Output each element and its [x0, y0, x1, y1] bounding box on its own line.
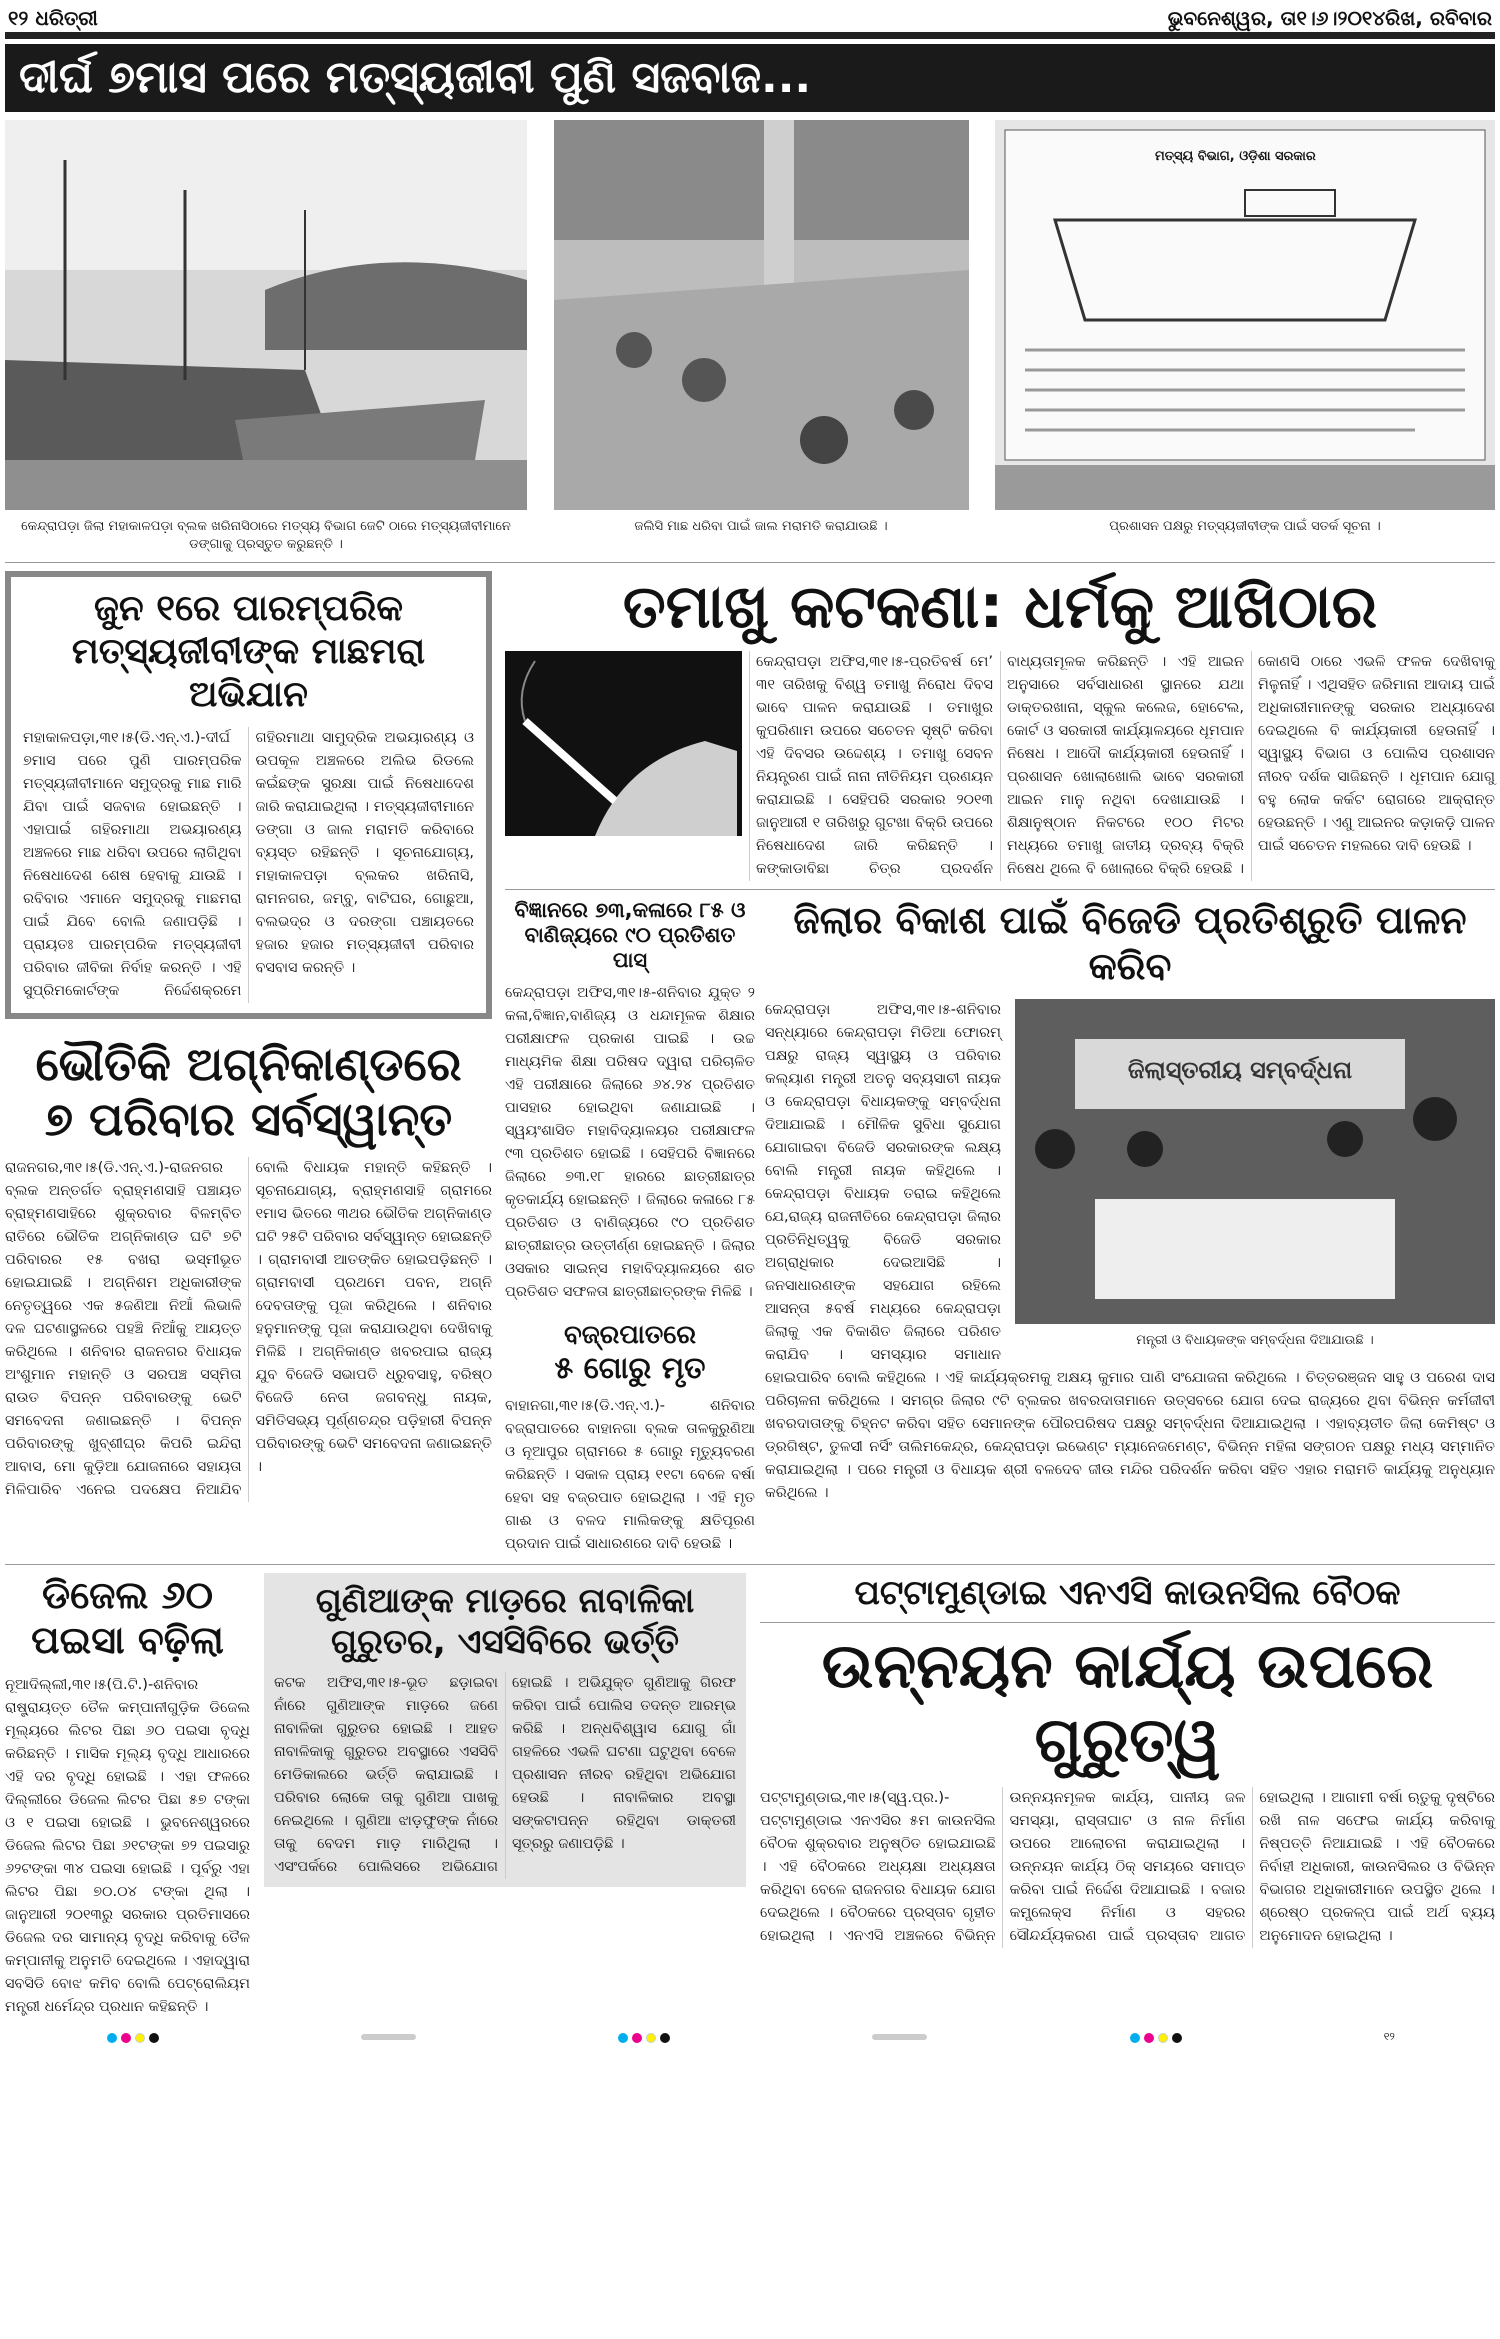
photo-net-repair: [554, 120, 969, 510]
article-body: ପଟ୍ଟାମୁଣ୍ଡାଇ,୩୧।୫(ସ୍ୱ.ପ୍ର.)-ପଟ୍ଟାମୁଣ୍ଡାଇ ଏନଏସିର ୫ମ କାଉନସିଲ ବୈଠକ ଶୁକ୍ରବାର ଅନୁଷ୍ଠିତ ହୋଇଯାଇଛି । ଏହି ବୈଠକରେ ଅଧ୍ୟକ୍ଷା ଅଧ୍ୟକ୍ଷତା କରିଥିବା ବେଳେ ରାଜନଗର ବିଧାୟକ ଯୋଗ ଦେଇଥିଲେ । ବୈଠକରେ ପ୍ରସ୍ତାବ ଗୃହୀତ ହୋଇଥିଲା । ଏନଏସି ଅଞ୍ଚଳରେ ବିଭିନ୍ନ ଉନ୍ନୟନମୂଳକ କାର୍ଯ୍ୟ, ପାନୀୟ ଜଳ ସମସ୍ୟା, ରାସ୍ତାଘାଟ ଓ ନାଳ ନିର୍ମାଣ ଉପରେ ଆଲୋଚନା କରାଯାଇଥିଲା । ଉନ୍ନୟନ କାର୍ଯ୍ୟ ଠିକ୍ ସମୟରେ ସମାପ୍ତ କରିବା ପାଇଁ ନିର୍ଦ୍ଦେଶ ଦିଆଯାଇଛି । ବଜାର କମ୍ପ୍ଲେକ୍ସ ନିର୍ମାଣ ଓ ସହରର ସୌନ୍ଦର୍ଯ୍ୟକରଣ ପାଇଁ ପ୍ରସ୍ତାବ ଆଗତ ହୋଇଥିଲା । ଆଗାମୀ ବର୍ଷା ଋତୁକୁ ଦୃଷ୍ଟିରେ ରଖି ନାଳ ସଫେଇ କାର୍ଯ୍ୟ କରିବାକୁ ନିଷ୍ପତ୍ତି ନିଆଯାଇଛି । ଏହି ବୈଠକରେ ନିର୍ବାହୀ ଅଧିକାରୀ, କାଉନସିଲର ଓ ବିଭିନ୍ନ ବିଭାଗର ଅଧିକାରୀମାନେ ଉପସ୍ଥିତ ଥିଲେ । ଶ୍ରେଷ୍ଠ ପ୍ରକଳ୍ପ ପାଇଁ ଅର୍ଥ ବ୍ୟୟ ଅନୁମୋଦନ ହୋଇଥିଲା ।: [760, 1790, 1495, 1945]
article-tobacco: [505, 571, 1495, 881]
boats-image: [5, 120, 527, 510]
article-exam: [505, 898, 755, 1304]
article-body: କେନ୍ଦ୍ରାପଡ଼ା ଅଫିସ,୩୧।୫-ଶନିବାର ଯୁକ୍ତ ୨ କଳା,ବିଜ୍ଞାନ,ବାଣିଜ୍ୟ ଓ ଧନ୍ଦାମୂଳକ ଶିକ୍ଷାର ପରୀକ୍ଷାଫଳ ପ୍ରକାଶ ପାଇଛି । ଉଚ୍ଚ ମାଧ୍ୟମିକ ଶିକ୍ଷା ପରିଷଦ ଦ୍ୱାରା ପରିଚାଳିତ ଏହି ପରୀକ୍ଷାରେ ଜିଲାରେ ୬୪.୨୪ ପ୍ରତିଶତ ପାସହାର ହୋଇଥିବା ଜଣାଯାଇଛି । ସ୍ୱୟଂଶାସିତ ମହାବିଦ୍ୟାଳୟର ପରୀକ୍ଷାଫଳ ୯୩ ପ୍ରତିଶତ ହୋଇଛି । ସେହିପରି ବିଜ୍ଞାନରେ ଜିଲାରେ ୭୩.୧୮ ହାରରେ ଛାତ୍ରୀଛାତ୍ର କୃତକାର୍ଯ୍ୟ ହୋଇଛନ୍ତି । ଜିଲାରେ କଳାରେ ୮୫ ପ୍ରତିଶତ ଓ ବାଣିଜ୍ୟରେ ୯୦ ପ୍ରତିଶତ ଛାତ୍ରୀଛାତ୍ର ଉତ୍ତୀର୍ଣ୍ଣ ହୋଇଛନ୍ତି । ଜିଲାର ଓସକାର ସାଇନ୍ସ ମହାବିଦ୍ୟାଳୟରେ ଶତ ପ୍ରତିଶତ ସଫଳତା ଛାତ୍ରୀଛାତ୍ରଙ୍କ ମିଳିଛି ।: [505, 984, 755, 1300]
divider: [5, 1564, 1495, 1565]
article-body: ମହାକାଳପଡ଼ା,୩୧।୫(ଡି.ଏନ୍.ଏ.)-ଦୀର୍ଘ ୭ମାସ ପରେ ପୁଣି ପାରମ୍ପରିକ ମତ୍ସ୍ୟଜୀବୀମାନେ ସମୁଦ୍ରକୁ ମାଛ ମାରି ଯିବା ପାଇଁ ସଜବାଜ ହୋଇଛନ୍ତି । ଏହାପାଇଁ ଗହିରମାଥା ଅଭୟାରଣ୍ୟ ଅଞ୍ଚଳରେ ମାଛ ଧରିବା ଉପରେ ଲାଗିଥିବା ନିଷେଧାଦେଶ ଶେଷ ହେବାକୁ ଯାଉଛି । ରବିବାର ଏମାନେ ସମୁଦ୍ରକୁ ମାଛମରା ପାଇଁ ଯିବେ ବୋଲି ଜଣାପଡ଼ିଛି । ପ୍ରାୟତଃ ପାରମ୍ପରିକ ମତ୍ସ୍ୟଜୀବୀ ପରିବାର ଜୀବିକା ନିର୍ବାହ କରନ୍ତି । ଏହି ସୁପ୍ରିମକୋର୍ଟଙ୍କ ନିର୍ଦ୍ଦେଶକ୍ରମେ ଗହିରମାଥା ସାମୁଦ୍ରିକ ଅଭୟାରଣ୍ୟ ଓ ଉପକୂଳ ଅଞ୍ଚଳରେ ଅଲିଭ ରିଡଲେ କଇଁଛଙ୍କ ସୁରକ୍ଷା ପାଇଁ ନିଷେଧାଦେଶ ଜାରି କରାଯାଇଥିଲା । ମତ୍ସ୍ୟଜୀବୀମାନେ ଡଙ୍ଗା ଓ ଜାଲ ମରାମତି କରିବାରେ ବ୍ୟସ୍ତ ରହିଛନ୍ତି । ସୂଚନାଯୋଗ୍ୟ, ମହାକାଳପଡ଼ା ବ୍ଲକର ଖରିନାସି, ରାମନଗର, ଜମ୍ବୁ, ବାଟିଘର, ଗୋଛୁଆ, ବଲଭଦ୍ର ଓ ଦରଙ୍ଗା ପଞ୍ଚାୟତରେ ହଜାର ହଜାର ମତ୍ସ୍ୟଜୀବୀ ପରିବାର ବସବାସ କରନ୍ତି ।: [23, 729, 474, 999]
cigarette-image: [505, 651, 737, 836]
register-bar: [361, 2034, 416, 2040]
headline: ଭୌତିକି ଅଗ୍ନିକାଣ୍ଡରେ: [35, 1036, 462, 1091]
kicker: ପଟ୍ଟାମୁଣ୍ଡାଇ ଏନଏସି କାଉନସିଲ ବୈଠକ: [760, 1573, 1495, 1623]
color-registration-marks: [616, 2028, 672, 2047]
color-registration-marks: [105, 2028, 161, 2047]
headline: ଡିଜେଲ ୬୦: [41, 1572, 214, 1617]
header-rule: [5, 32, 1495, 39]
article-fishing: [5, 571, 492, 1019]
dateline: ଭୁବନେଶ୍ୱର, ତା୧।୬।୨୦୧୪ରିଖ, ରବିବାର: [1167, 6, 1492, 30]
photo-fishing-boats: [5, 120, 527, 510]
banner-headline: ଦୀର୍ଘ ୭ମାସ ପରେ ମତ୍ସ୍ୟଜୀବୀ ପୁଣି ସଜବାଜ...: [5, 44, 1495, 112]
photo-caption: ମନ୍ତ୍ରୀ ଓ ବିଧାୟକଙ୍କ ସମ୍ବର୍ଦ୍ଧନା ଦିଆଯାଉଛି ।: [1136, 1333, 1374, 1349]
lower-right-band: [505, 898, 1495, 1556]
page-number: ୧୨: [1383, 2030, 1395, 2044]
headline: ଗୁଣିଆଙ୍କ ମାଡ଼ରେ ନାବାଳିକା: [315, 1580, 695, 1621]
headline: ତମାଖୁ କଟକଣା: ଧର୍ମକୁ ଆଖିଠାର: [622, 572, 1378, 642]
photo-warning-sign: [995, 120, 1495, 510]
color-registration-marks: [1128, 2028, 1184, 2047]
sign-title: ମତ୍ସ୍ୟ ବିଭାଗ, ଓଡ଼ିଶା ସରକାର: [1155, 149, 1316, 164]
net-repair-image: [554, 120, 969, 510]
headline: ମତ୍ସ୍ୟଜୀବୀଙ୍କ ମାଛମରା ଅଭିଯାନ: [71, 631, 426, 716]
photo-caption: ପ୍ରଶାସନ ପକ୍ଷରୁ ମତ୍ସ୍ୟଜୀବୀଙ୍କ ପାଇଁ ସତର୍କ ସୂଚନା ।: [1109, 519, 1381, 534]
photo-block: [5, 120, 527, 554]
article-diesel: [5, 1573, 250, 2019]
article-body-wrap: [505, 651, 1495, 881]
headline: ବିଜ୍ଞାନରେ ୭୩,କଳାରେ ୮୫ ଓ ବାଣିଜ୍ୟରେ ୯୦ ପ୍ରତିଶତ ପାସ୍: [514, 898, 746, 973]
felicitation-image: [1015, 999, 1495, 1324]
article-body: କଟକ ଅଫିସ,୩୧।୫-ଭୂତ ଛଡ଼ାଇବା ନାଁରେ ଗୁଣିଆଙ୍କ ମାଡ଼ରେ ଜଣେ ନାବାଳିକା ଗୁରୁତର ହୋଇଛି । ଆହତ ନାବାଳିକାକୁ ଗୁରୁତର ଅବସ୍ଥାରେ ଏସସିବି ମେଡିକାଲରେ ଭର୍ତ୍ତି କରାଯାଇଛି । ପରିବାର ଲୋକେ ତାକୁ ଗୁଣିଆ ପାଖକୁ ନେଇଥିଲେ । ଗୁଣିଆ ଝାଡ଼ଫୁଙ୍କ ନାଁରେ ତାକୁ ବେଦମ ମାଡ଼ ମାରିଥିଲା । ଏସଂପର୍କରେ ପୋଲିସରେ ଅଭିଯୋଗ ହୋଇଛି । ଅଭିଯୁକ୍ତ ଗୁଣିଆକୁ ଗିରଫ କରିବା ପାଇଁ ପୋଲିସ ତଦନ୍ତ ଆରମ୍ଭ କରିଛି । ଅନ୍ଧବିଶ୍ୱାସ ଯୋଗୁ ଗାଁ ଗହଳିରେ ଏଭଳି ଘଟଣା ଘଟୁଥିବା ବେଳେ ପ୍ରଶାସନ ନୀରବ ରହିଥିବା ଅଭିଯୋଗ ହେଉଛି । ନାବାଳିକାର ଅବସ୍ଥା ସଙ୍କଟାପନ୍ନ ରହିଥିବା ଡାକ୍ତରୀ ସୂତ୍ରରୁ ଜଣାପଡ଼ିଛି ।: [274, 1675, 736, 1876]
headline: ପଇସା ବଢ଼ିଲା: [31, 1618, 224, 1663]
headline: ବଜ୍ରପାତରେ: [563, 1319, 697, 1350]
article-nac: [760, 1573, 1495, 1949]
sign-image: [995, 120, 1495, 510]
photo-block: [554, 120, 969, 554]
bjd-photo-block: [1015, 999, 1495, 1350]
article-bjd: [765, 898, 1495, 1505]
bjd-photo: [1015, 999, 1495, 1324]
cigarette-photo: [505, 651, 742, 836]
article-minor: [264, 1573, 746, 1888]
article-body: ବାହାନଗା,୩୧।୫(ଡି.ଏନ୍.ଏ.)- ଶନିବାର ବଜ୍ରାପାତରେ ବାହାନଗା ବ୍ଲକ ତାଳକୁରୁଣିଆ ଓ ନୂଆପୁର ଗ୍ରାମରେ ୫ ଗୋରୁ ମୃତ୍ୟୁବରଣ କରିଛନ୍ତି । ସକାଳ ପ୍ରାୟ ୧୧ଟା ବେଳେ ବର୍ଷା ହେବା ସହ ବଜ୍ରପାତ ହୋଇଥିଲା । ଏହି ମୃତ ଗାଈ ଓ ବଳଦ ମାଲିକଙ୍କୁ କ୍ଷତିପୂରଣ ପ୍ରଦାନ ପାଇଁ ସାଧାରଣରେ ଦାବି ହେଉଛି ।: [505, 1397, 755, 1552]
headline: ଜୁନ ୧ରେ ପାରମ୍ପରିକ: [94, 588, 403, 629]
photo-caption: କେନ୍ଦ୍ରାପଡ଼ା ଜିଲା ମହାକାଳପଡ଼ା ବ୍ଲକ ଖରିନାସିଠାରେ ମତ୍ସ୍ୟ ବିଭାଗ ଜେଟି ଠାରେ ମତ୍ସ୍ୟଜୀବୀମାନେ ଡଙ୍ଗାକୁ ପ୍ରସ୍ତୁତ କରୁଛନ୍ତି ।: [21, 519, 511, 552]
article-body: ନୂଆଦିଲ୍ଲୀ,୩୧।୫(ପି.ଟି.)-ଶନିବାର ରାଷ୍ଟ୍ରାୟତ୍ତ ତୈଳ କମ୍ପାନୀଗୁଡ଼ିକ ଡିଜେଲ ମୂଲ୍ୟରେ ଲିଟର ପିଛା ୬୦ ପଇସା ବୃଦ୍ଧି କରିଛନ୍ତି । ମାସିକ ମୂଲ୍ୟ ବୃଦ୍ଧି ଆଧାରରେ ଏହି ଦର ବୃଦ୍ଧି ହୋଇଛି । ଏହା ଫଳରେ ଦିଲ୍ଲୀରେ ଡିଜେଲ ଲିଟର ପିଛା ୫୭ ଟଙ୍କା ଓ ୧ ପଇସା ହୋଇଛି । ଭୁବନେଶ୍ୱରରେ ଡିଜେଲ ଲିଟର ପିଛା ୬୧ଟଙ୍କା ୭୨ ପଇସାରୁ ୬୨ଟଙ୍କା ୩୪ ପଇସା ହୋଇଛି । ପୂର୍ବରୁ ଏହା ଲିଟର ପିଛା ୭୦.୦୪ ଟଙ୍କା ଥିଲା । ଜାନୁଆରୀ ୨୦୧୩ରୁ ସରକାର ପ୍ରତିମାସରେ ଡିଜେଲ ଦର ସାମାନ୍ୟ ବୃଦ୍ଧି କରିବାକୁ ତୈଳ କମ୍ପାନୀକୁ ଅନୁମତି ଦେଇଥିଲେ । ଏହାଦ୍ୱାରା ସବସିଡି ବୋଝ କମିବ ବୋଲି ପେଟ୍ରୋଲିୟମ ମନ୍ତ୍ରୀ ଧର୍ମେନ୍ଦ୍ର ପ୍ରଧାନ କହିଛନ୍ତି ।: [5, 1676, 250, 2015]
article-body: ରାଜନଗର,୩୧।୫(ଡି.ଏନ୍.ଏ.)-ରାଜନଗର ବ୍ଲକ ଅନ୍ତର୍ଗତ ବ୍ରାହ୍ମଣସାହି ପଞ୍ଚାୟତ ବ୍ରାହ୍ମଣସାହିରେ ଶୁକ୍ରବାର ବିଳମ୍ବିତ ରାତିରେ ଭୌତିକ ଅଗ୍ନିକାଣ୍ଡ ଘଟି ୭ଟି ପରିବାରର ୧୫ ବଖରା ଭସ୍ମୀଭୂତ ହୋଇଯାଇଛି । ଅଗ୍ନିଶମ ଅଧିକାରୀଙ୍କ ନେତୃତ୍ୱରେ ଏକ ୫ଜଣିଆ ନିଆଁ ଲିଭାଳି ଦଳ ଘଟଣାସ୍ଥଳରେ ପହଞ୍ଚି ନିଆଁକୁ ଆୟତ୍ତ କରିଥିଲେ । ଶନିବାର ରାଜନଗର ବିଧାୟକ ଅଂଶୁମାନ ମହାନ୍ତି ଓ ସରପଞ୍ଚ ସସ୍ମିତା ରାଉତ ବିପନ୍ନ ପରିବାରଙ୍କୁ ଭେଟି ସମବେଦନା ଜଣାଇଛନ୍ତି । ବିପନ୍ନ ପରିବାରଙ୍କୁ ଖୁବ୍‌ଶୀଘ୍ର କିପରି ଇନ୍ଦିରା ଆବାସ, ମୋ କୁଡ଼ିଆ ଯୋଜନାରେ ସହାୟତା ମିଳିପାରିବ ଏନେଇ ପଦକ୍ଷେପ ନିଆଯିବ ବୋଲି ବିଧାୟକ ମହାନ୍ତି କହିଛନ୍ତି । ସୂଚନାଯୋଗ୍ୟ, ବ୍ରାହ୍ମଣସାହି ଗ୍ରାମରେ ୧ମାସ ଭିତରେ ୩ଥର ଭୌତିକ ଅଗ୍ନିକାଣ୍ଡ ଘଟି ୨୫ଟି ପରିବାର ସର୍ବସ୍ୱାନ୍ତ ହୋଇଛନ୍ତି । ଗ୍ରାମବାସୀ ଆତଙ୍କିତ ହୋଇପଡ଼ିଛନ୍ତି । ଗ୍ରାମବାସୀ ପ୍ରଥମେ ପବନ, ଅଗ୍ନି ଦେବତାଙ୍କୁ ପୂଜା କରିଥିଲେ । ଶନିବାର ହନୁମାନଙ୍କୁ ପୂଜା କରାଯାଉଥିବା ଦେଖିବାକୁ ମିଳିଛି । ଅଗ୍ନିକାଣ୍ଡ ଖବରପାଇ ରାଜ୍ୟ ଯୁବ ବିଜେଡି ସଭାପତି ଧ୍ରୁବସାହୁ, ବରିଷ୍ଠ ବିଜେଡି ନେତା ଜଗବନ୍ଧୁ ନାୟକ, ସମିତିସଭ୍ୟ ପୂର୍ଣ୍ଣଚନ୍ଦ୍ର ପଡ଼ିହାରୀ ବିପନ୍ନ ପରିବାରଙ୍କୁ ଭେଟି ସମବେଦନା ଜଣାଇଛନ୍ତି ।: [5, 1159, 492, 1498]
footer: [5, 2027, 1495, 2048]
bottom-band: [5, 1573, 1495, 2019]
page-header: [5, 0, 1495, 32]
photo-block: [995, 120, 1495, 554]
photo-banner-text: ଜିଲାସ୍ତରୀୟ ସମ୍ବର୍ଦ୍ଧନା: [1127, 1056, 1353, 1085]
article-lightning: [505, 1320, 755, 1556]
article-fire: [5, 1037, 492, 1502]
headline: ୭ ପରିବାର ସର୍ବସ୍ୱାନ୍ତ: [44, 1091, 453, 1146]
exam-column: [505, 898, 755, 1556]
page-label: ୧୨ ଧରିତ୍ରୀ: [8, 6, 98, 30]
article-body: କେନ୍ଦ୍ରାପଡ଼ା ଅଫିସ,୩୧।୫-ପ୍ରତିବର୍ଷ ମେ’ ୩୧ ତାରିଖକୁ ବିଶ୍ୱ ତମାଖୁ ନିରୋଧ ଦିବସ ଭାବେ ପାଳନ କରାଯାଉଛି । ତମାଖୁର କୁପରିଣାମ ଉପରେ ସଚେତନ ସୃଷ୍ଟି କରିବା ଏହି ଦିବସର ଉଦ୍ଦେଶ୍ୟ । ତମାଖୁ ସେବନ ନିୟନ୍ତ୍ରଣ ପାଇଁ ନାନା ନୀତିନିୟମ ପ୍ରଣୟନ କରାଯାଇଛି । ସେହିପରି ସରକାର ୨୦୧୩ ଜାନୁଆରୀ ୧ ତାରିଖରୁ ଗୁଟଖା ବିକ୍ରି ଉପରେ ନିଷେଧାଦେଶ ଜାରି କରିଛନ୍ତି । କଙ୍କାଡାବିଛା ଚିତ୍ର ପ୍ରଦର୍ଶନ ବାଧ୍ୟତାମୂଳକ କରିଛନ୍ତି । ଏହି ଆଇନ ଅନୁସାରେ ସର୍ବସାଧାରଣ ସ୍ଥାନରେ ଯଥା ଡାକ୍ତରଖାନା, ସ୍କୁଲ କଲେଜ, ହୋଟେଲ, କୋର୍ଟ ଓ ସରକାରୀ କାର୍ଯ୍ୟାଳୟରେ ଧୂମପାନ ନିଷେଧ । ଆଦୌ କାର୍ଯ୍ୟକାରୀ ହେଉନାହିଁ । ପ୍ରଶାସନ ଖୋଲାଖୋଲି ଭାବେ ସରକାରୀ ଆଇନ ମାନୁ ନଥିବା ଦେଖାଯାଉଛି । ଶିକ୍ଷାନୁଷ୍ଠାନ ନିକଟରେ ୧୦୦ ମିଟର ମଧ୍ୟରେ ତମାଖୁ ଜାତୀୟ ଦ୍ରବ୍ୟ ବିକ୍ରି ନିଷେଧ ଥିଲେ ବି ଖୋଲାରେ ବିକ୍ରି ହେଉଛି । କୋଣସି ଠାରେ ଏଭଳି ଫଳକ ଦେଖିବାକୁ ମିଳୁନାହିଁ । ଏଥିସହିତ ଜରିମାନା ଆଦାୟ ପାଇଁ ଅଧିକାରୀମାନଙ୍କୁ ସରକାର ଅଧ୍ୟାଦେଶ ଦେଇଥିଲେ ବି କାର୍ଯ୍ୟକାରୀ ହେଉନାହିଁ । ସ୍ୱାସ୍ଥ୍ୟ ବିଭାଗ ଓ ପୋଲିସ ପ୍ରଶାସନ ନୀରବ ଦର୍ଶକ ସାଜିଛନ୍ତି । ଧୂମପାନ ଯୋଗୁ ବହୁ ଲୋକ କର୍କଟ ରୋଗରେ ଆକ୍ରାନ୍ତ ହେଉଛନ୍ତି । ଏଣୁ ଆଇନର କଡ଼ାକଡ଼ି ପାଳନ ପାଇଁ ସଚେତନ ମହଲରେ ଦାବି ହେଉଛି ।: [756, 654, 1495, 877]
headline: ୫ ଗୋରୁ ମୃତ: [554, 1350, 706, 1386]
right-column: [505, 571, 1495, 1556]
register-bar: [872, 2034, 927, 2040]
photo-caption: ଜଲିସି ମାଛ ଧରିବା ପାଇଁ ଜାଲ ମରାମତି କରାଯାଉଛି ।: [634, 519, 888, 534]
divider: [5, 562, 1495, 563]
headline: ଉନ୍ନୟନ କାର୍ଯ୍ୟ ଉପରେ ଗୁରୁତ୍ୱ: [821, 1628, 1434, 1776]
headline: ଗୁରୁତର, ଏସସିବିରେ ଭର୍ତ୍ତି: [331, 1621, 679, 1662]
left-column: [5, 571, 492, 1502]
article-body: କେନ୍ଦ୍ରାପଡ଼ା ଅଫିସ,୩୧।୫-ଶନିବାର ସନ୍ଧ୍ୟାରେ କେନ୍ଦ୍ରାପଡ଼ା ମିଡିଆ ଫୋରମ୍ ପକ୍ଷରୁ ରାଜ୍ୟ ସ୍ୱାସ୍ଥ୍ୟ ଓ ପରିବାର କଲ୍ୟାଣ ମନ୍ତ୍ରୀ ଅତନୁ ସବ୍ୟସାଚୀ ନାୟକ ଓ କେନ୍ଦ୍ରାପଡ଼ା ବିଧାୟକଙ୍କୁ ସମ୍ବର୍ଦ୍ଧନା ଦିଆଯାଇଛି । ମୌଳିକ ସୁବିଧା ସୁଯୋଗ ଯୋଗାଇବା ବିଜେଡି ସରକାରଙ୍କ ଲକ୍ଷ୍ୟ ବୋଲି ମନ୍ତ୍ରୀ ନାୟକ କହିଥିଲେ । କେନ୍ଦ୍ରାପଡ଼ା ବିଧାୟକ ତରାଇ କହିଥିଲେ ଯେ,ରାଜ୍ୟ ରାଜନୀତିରେ କେନ୍ଦ୍ରାପଡ଼ା ଜିଲାର ପ୍ରତିନିଧିତ୍ୱକୁ ବିଜେଡି ସରକାର ଅଗ୍ରାଧିକାର ଦେଇଆସିଛି । ଜନସାଧାରଣଙ୍କ ସହଯୋଗ ରହିଲେ ଆସନ୍ତା ୫ବର୍ଷ ମଧ୍ୟରେ କେନ୍ଦ୍ରାପଡ଼ା ଜିଲାକୁ ଏକ ବିକାଶିତ ଜିଲାରେ ପରିଣତ କରାଯିବ । ସମସ୍ୟାର ସମାଧାନ ହୋଇପାରିବ ବୋଲି କହିଥିଲେ । ଏହି କାର୍ଯ୍ୟକ୍ରମକୁ ଅକ୍ଷୟ କୁମାର ପାଣି ସଂଯୋଜନା କରିଥିଲେ । ଚିତ୍ତରଞ୍ଜନ ସାହୁ ଓ ପରେଶ ଦାସ ପରିଚାଳନା କରିଥିଲେ । ସମଗ୍ର ଜିଲାର ୯ଟି ବ୍ଲକର ଖବରଦାତାମାନେ ଉତ୍ସବରେ ଯୋଗ ଦେଇ ରାଜ୍ୟରେ ଥିବା ବିଭିନ୍ନ କର୍ମଜୀବୀ ଖବରଦାତାଙ୍କୁ ଚିହ୍ନଟ କରିବା ସହିତ ସେମାନଙ୍କ ପୌରପରିଷଦ ପକ୍ଷରୁ ସମ୍ବର୍ଦ୍ଧନା ଦିଆଯାଇଥିଲା । ଏହାବ୍ୟତୀତ ଜିଲା କେମିଷ୍ଟ ଓ ଡ୍ରଗିଷ୍ଟ, ତୁଳସୀ ନର୍ସିଂ ତାଲିମକେନ୍ଦ୍ର, କେନ୍ଦ୍ରାପଡ଼ା ଇଭେଣ୍ଟ ମ୍ୟାନେଜମେଣ୍ଟ, ବିଭିନ୍ନ ମହିଳା ସଙ୍ଗଠନ ପକ୍ଷରୁ ମଧ୍ୟ ସମ୍ମାନିତ କରାଯାଇଥିଲା । ପରେ ମନ୍ତ୍ରୀ ଓ ବିଧାୟକ ଶ୍ରୀ ବଳଦେବ ଜୀଉ ମନ୍ଦିର ପରିଦର୍ଶନ କରିବା ସହିତ ଏହାର ମରାମତି କାର୍ଯ୍ୟକୁ ଅନୁଧ୍ୟାନ କରିଥିଲେ ।: [765, 1002, 1495, 1502]
divider: [505, 889, 1495, 890]
photo-row: [5, 120, 1495, 554]
middle-band: [5, 571, 1495, 1556]
headline: ଜିଲାର ବିକାଶ ପାଇଁ ବିଜେଡି ପ୍ରତିଶ୍ରୁତି ପାଳନ କରିବ: [793, 898, 1467, 988]
